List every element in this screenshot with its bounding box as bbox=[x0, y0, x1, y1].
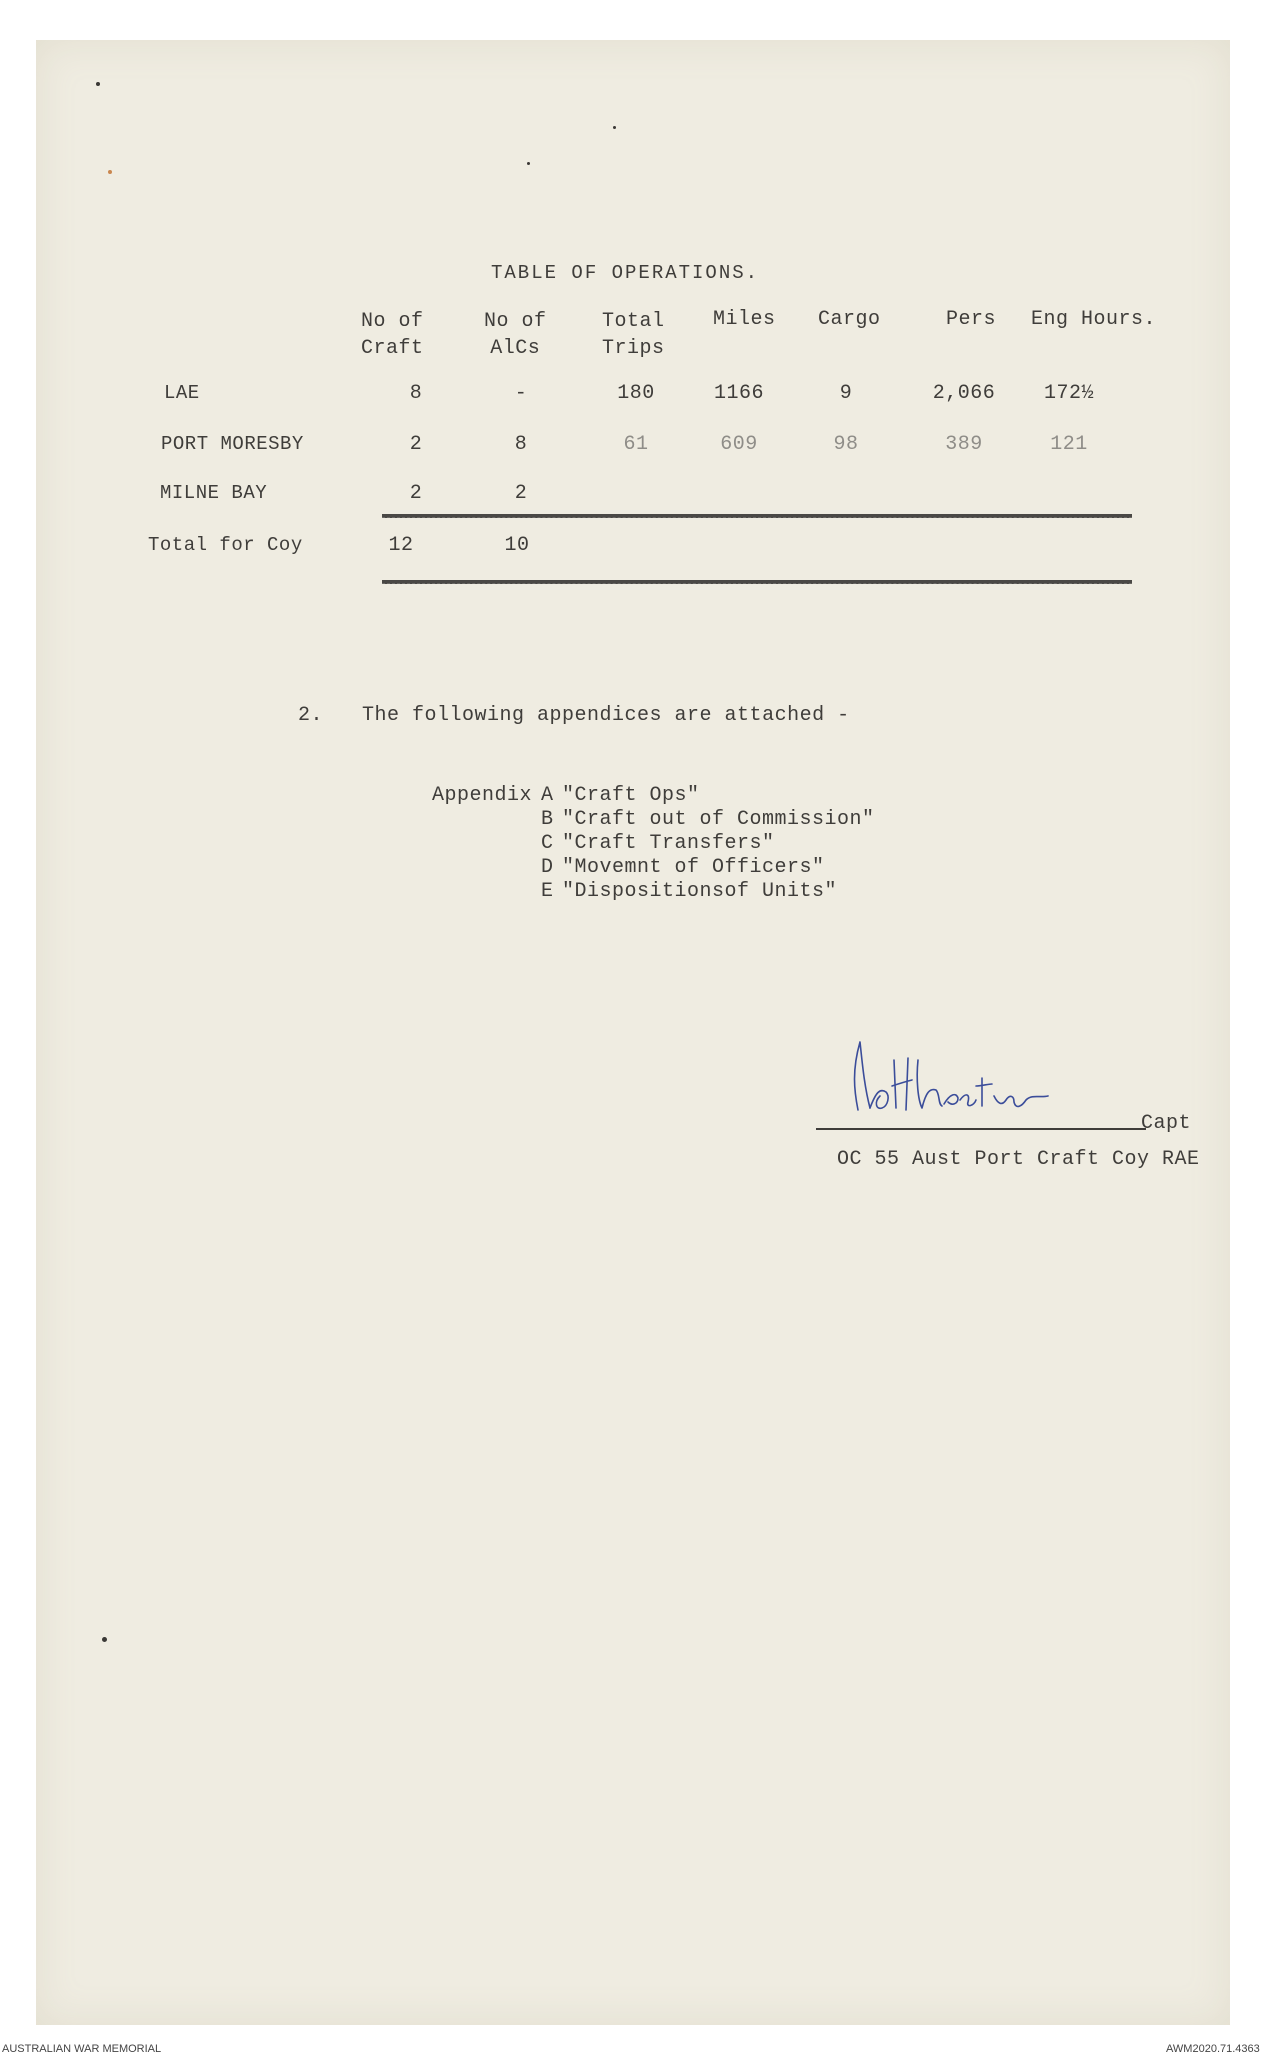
appendix-e-letter: E bbox=[541, 880, 554, 903]
paper-speck bbox=[96, 82, 100, 86]
paper-speck bbox=[102, 1637, 107, 1642]
row-label-port-moresby: PORT MORESBY bbox=[161, 433, 304, 455]
cell-pm-eng-hours: 121 bbox=[1050, 433, 1088, 456]
row-label-total: Total for Coy bbox=[148, 534, 303, 556]
header-cargo: Cargo bbox=[818, 308, 881, 331]
cell-pm-cargo: 98 bbox=[833, 433, 859, 456]
paper-speck bbox=[108, 170, 112, 174]
cell-mb-alcs: 2 bbox=[514, 482, 528, 505]
appendix-c-title: "Craft Transfers" bbox=[562, 832, 775, 855]
cell-mb-craft: 2 bbox=[409, 482, 423, 505]
appendix-c-letter: C bbox=[541, 832, 554, 855]
total-rule bbox=[382, 580, 1132, 584]
footer-left: AUSTRALIAN WAR MEMORIAL bbox=[2, 2043, 162, 2055]
cell-pm-miles: 609 bbox=[720, 433, 758, 456]
appendix-label: Appendix bbox=[432, 784, 533, 807]
row-label-lae: LAE bbox=[164, 382, 200, 404]
cell-pm-trips: 61 bbox=[623, 433, 649, 456]
cell-lae-trips: 180 bbox=[617, 382, 655, 405]
appendix-e-title: "Dispositionsof Units" bbox=[562, 880, 838, 903]
appendices-intro: The following appendices are attached - bbox=[362, 704, 850, 727]
paper-speck bbox=[527, 162, 530, 165]
cell-total-craft: 12 bbox=[388, 534, 414, 557]
cell-lae-alcs: - bbox=[514, 382, 528, 405]
cell-pm-craft: 2 bbox=[409, 433, 423, 456]
header-total-trips: Total Trips bbox=[602, 310, 665, 360]
appendix-a-letter: A bbox=[541, 784, 554, 807]
cell-pm-alcs: 8 bbox=[514, 433, 528, 456]
footer-right: AWM2020.71.4363 bbox=[1166, 2043, 1260, 2055]
cell-lae-cargo: 9 bbox=[839, 382, 853, 405]
cell-lae-miles: 1166 bbox=[713, 382, 764, 405]
appendix-a-title: "Craft Ops" bbox=[562, 784, 700, 807]
header-eng-hours: Eng Hours. bbox=[1031, 308, 1157, 331]
cell-pm-pers: 389 bbox=[945, 433, 983, 456]
header-miles: Miles bbox=[713, 308, 776, 331]
cell-lae-eng-hours: 172½ bbox=[1043, 382, 1094, 405]
header-pers: Pers bbox=[946, 308, 997, 331]
appendix-b-title: "Craft out of Commission" bbox=[562, 808, 875, 831]
cell-lae-craft: 8 bbox=[409, 382, 423, 405]
signature-rank: Capt bbox=[1141, 1112, 1192, 1135]
handwritten-signature bbox=[836, 1030, 1066, 1130]
appendix-d-letter: D bbox=[541, 856, 554, 879]
header-no-of-craft: No of Craft bbox=[361, 310, 424, 360]
subtotal-rule bbox=[382, 514, 1132, 518]
row-label-milne-bay: MILNE BAY bbox=[160, 482, 268, 504]
table-title: TABLE OF OPERATIONS. bbox=[491, 262, 760, 284]
header-no-of-alcs: No of AlCs bbox=[484, 310, 547, 360]
paragraph-number: 2. bbox=[298, 704, 324, 727]
signature-position: OC 55 Aust Port Craft Coy RAE bbox=[837, 1148, 1200, 1171]
signature-line bbox=[816, 1128, 1146, 1130]
appendix-b-letter: B bbox=[541, 808, 554, 831]
document-page bbox=[36, 40, 1230, 2025]
appendix-d-title: "Movemnt of Officers" bbox=[562, 856, 825, 879]
cell-lae-pers: 2,066 bbox=[932, 382, 996, 405]
paper-speck bbox=[613, 126, 616, 129]
cell-total-alcs: 10 bbox=[504, 534, 530, 557]
